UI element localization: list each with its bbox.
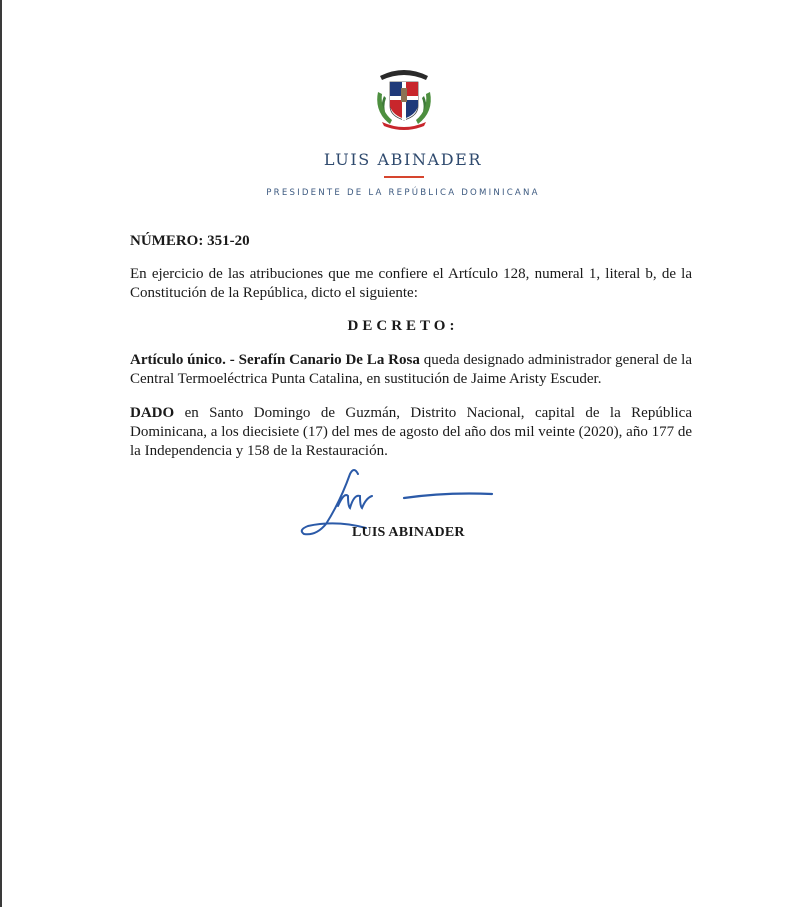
given-label: DADO bbox=[130, 405, 175, 421]
article-label: Artículo único. - Serafín Canario De La Rosa bbox=[130, 352, 420, 368]
letterhead-title: PRESIDENTE DE LA REPÚBLICA DOMINICANA bbox=[266, 188, 540, 198]
decree-article bbox=[130, 351, 692, 389]
letterhead-name: LUIS ABINADER bbox=[323, 150, 483, 169]
given-text: en Santo Domingo de Guzmán, Distrito Nacional, capital de la República Dominicana, a los diecisiete (17) del mes de agosto del año dos mil veinte (2020), año 177 de la Independencia y 158 de la Restauración. bbox=[130, 405, 692, 459]
coat-of-arms-icon bbox=[370, 62, 438, 132]
signer-name: LUIS ABINADER bbox=[352, 525, 465, 540]
article-text: queda designado administrador general de la Central Termoeléctrica Punta Catalina, en sustitución de Jaime Aristy Escuder. bbox=[130, 352, 692, 387]
decree-given bbox=[130, 404, 692, 461]
decree-intro: En ejercicio de las atribuciones que me confiere el Artículo 128, numeral 1, literal b, de la Constitución de la República, dicto el siguiente: bbox=[130, 266, 692, 301]
letterhead-accent-line bbox=[384, 176, 424, 178]
decree-number: NÚMERO: 351-20 bbox=[130, 233, 250, 249]
decree-heading: DECRETO: bbox=[347, 318, 459, 334]
